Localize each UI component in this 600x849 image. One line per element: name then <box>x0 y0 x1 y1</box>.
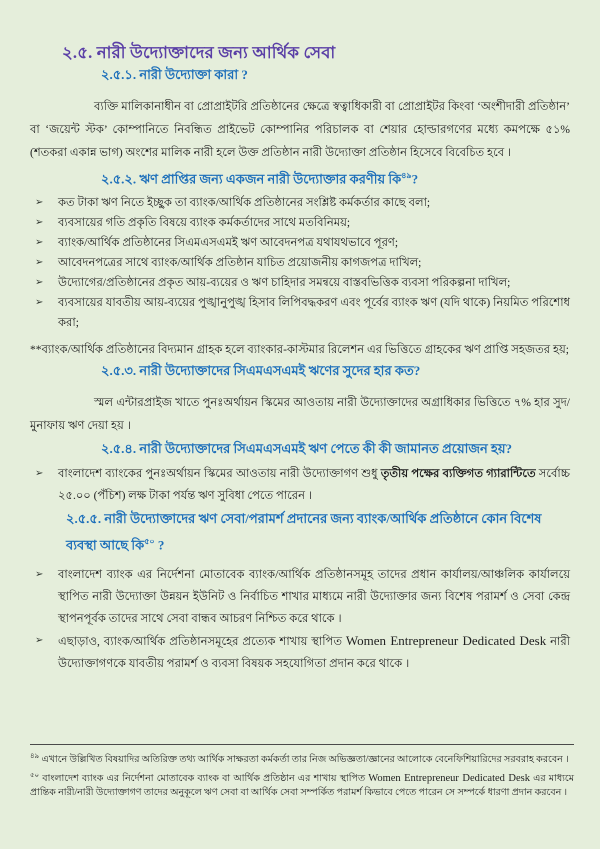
footnote-text: এখানে উল্লিখিত বিষয়াদির অতিরিক্ত তথ্য আর্থিক সাক্ষরতা কর্মকর্তা তার নিজ অভিজ্ঞতা/জ্ঞানের আলোকে বেনেফিশিয়ারিদের সরবরাহ করবেন । <box>39 755 569 766</box>
dedicated-desk-english-text: Women Entrepreneur Dedicated Desk <box>368 772 530 784</box>
bullet-text: বাংলাদেশ ব্যাংক এর নির্দেশনা মোতাবেক ব্যাংক/আর্থিক প্রতিষ্ঠানসমূহ তাদের প্রধান কার্যালয়/আঞ্চলিক কার্যালয়ে স্থাপিত নারী উদ্যোক্তা উন্নয়ন ইউনিট ও নির্বাচিত শাখার মাধ্যমে নারী উদ্যোক্তার জন্য বিশেষ পরামর্শ ও সেবা কেন্দ্র স্থাপনপূর্বক তাদের সাথে সেবা বান্ধব আচরণ নিশ্চিত করে থাকে । <box>58 568 570 625</box>
list-item <box>30 630 570 675</box>
bullet-list-2-5-5 <box>30 564 570 675</box>
bullet-text: ব্যাংক/আর্থিক প্রতিষ্ঠানের সিএমএসএমই ঋণ আবেদনপত্র যথাযথভাবে পূরণ; <box>58 237 399 250</box>
footnote-ref-49: ৪৯ <box>401 171 412 180</box>
list-item <box>30 463 570 507</box>
bullet-text-pre: এছাড়াও, ব্যাংক/আর্থিক প্রতিষ্ঠানসমূহের প্রত্যেক শাখায় স্থাপিত <box>58 635 346 648</box>
list-item <box>30 293 570 333</box>
list-item <box>30 273 570 293</box>
footnote-text-pre: বাংলাদেশ ব্যাংক এর নির্দেশনা মোতাবেক ব্যাংক বা আর্থিক প্রতিষ্ঠান এর শাখায় স্থাপিত <box>39 773 369 784</box>
existing-customer-note: **ব্যাংক/আর্থিক প্রতিষ্ঠানের বিদ্যমান গ্রাহক হলে ব্যাংকার-কাস্টমার রিলেশন এর ভিত্তিতে গ্রাহকের ঋণ প্রাপ্তি সহজতর হয়; <box>30 344 569 357</box>
bullet-text: ব্যবসায়ের যাবতীয় আয়-ব্যয়ের পুঙ্খানুপুঙ্খ হিসাব লিপিবদ্ধকরণ এবং পূর্বের ব্যাংক ঋণ (যদি থাকে) নিয়মিত পরিশোধ করা; <box>58 297 570 330</box>
list-item <box>30 253 570 273</box>
list-item <box>30 233 570 253</box>
section-heading-2-5-4: ২.৫.৪. নারী উদ্যোক্তাদের সিএমএসএমই ঋণ পেতে কী কী জামানত প্রয়োজন হয়? <box>101 441 513 457</box>
dedicated-desk-english-text: Women Entrepreneur Dedicated Desk <box>345 632 547 648</box>
bullet-text-post: সর্বোচ্চ ২৫.০০ (পঁচিশ) লক্ষ টাকা পর্যন্ত ঋণ সুবিধা পেতে পারেন । <box>58 468 570 503</box>
footnote-50 <box>30 768 574 801</box>
page-title: ২.৫. নারী উদ্যোক্তাদের জন্য আর্থিক সেবা <box>62 43 336 62</box>
heading-text: ২.৫.৫. নারী উদ্যোক্তাদের ঋণ সেবা/পরামর্শ প্রদানের জন্য ব্যাংক/আর্থিক প্রতিষ্ঠানে কোন বিশেষ ব্যবস্থা আছে কি <box>66 511 542 553</box>
footnote-area <box>30 744 574 801</box>
list-item <box>30 213 570 233</box>
footnote-marker: ৫০ <box>30 770 40 779</box>
heading-question-mark: ? <box>411 171 419 187</box>
bullet-list-2-5-4 <box>30 463 570 507</box>
bullet-text: উদ্যোগের/প্রতিষ্ঠানের প্রকৃত আয়-ব্যয়ের ও ঋণ চাহিদার সমন্বয়ে বাস্তবভিত্তিক ব্যবসা পরিকল্পনা দাখিল; <box>58 277 511 290</box>
footnote-49 <box>30 749 574 768</box>
bullet-arrow-icon: ➢ <box>35 257 44 269</box>
bullet-arrow-icon: ➢ <box>35 197 44 209</box>
bullet-arrow-icon: ➢ <box>35 468 44 480</box>
section-heading-2-5-5 <box>66 507 564 556</box>
section-heading-2-5-1: ২.৫.১. নারী উদ্যোক্তা কারা ? <box>101 67 248 82</box>
section-heading-2-5-3: ২.৫.৩. নারী উদ্যোক্তাদের সিএমএসএমই ঋণের সুদের হার কত? <box>101 363 421 379</box>
bullet-text: কত টাকা ঋণ নিতে ইচ্ছুক তা ব্যাংক/আর্থিক প্রতিষ্ঠানের সংশ্লিষ্ট কর্মকর্তার কাছে বলা; <box>58 197 431 210</box>
bullet-list-2-5-2 <box>30 193 570 333</box>
footnote-marker: ৪৯ <box>30 752 40 760</box>
bullet-arrow-icon: ➢ <box>35 297 44 309</box>
paragraph-2-5-3: স্মল এন্টারপ্রাইজ খাতে পুনঃঅর্থায়ন স্কিমের আওতায় নারী উদ্যোক্তাদের অগ্রাধিকার ভিত্তিতে ৭% হার সুদ/মুনাফায় ঋণ দেয়া হয় । <box>30 397 570 433</box>
bullet-text-post: নারী উদ্যোক্তাগণকে যাবতীয় পরামর্শ ও ব্যবসা বিষয়ক সহযোগিতা প্রদান করে থাকে । <box>58 635 570 670</box>
bullet-arrow-icon: ➢ <box>35 277 44 289</box>
heading-question-mark: ? <box>154 537 165 553</box>
footnote-text-post: এর মাধ্যমে প্রান্তিক নারী/নারী উদ্যোক্তাগণ তাদের অনুকূলে ঋণ সেবা বা আর্থিক সেবা সম্পর্কিত পরামর্শ কিভাবে পেতে পারেন সে সম্পর্কে ধারণা প্রদান করবেন । <box>30 773 574 799</box>
bullet-arrow-icon: ➢ <box>35 634 44 646</box>
footnote-ref-50: ৫০ <box>144 537 155 547</box>
bullet-text: ব্যবসায়ের গতি প্রকৃতি বিষয়ে ব্যাংক কর্মকর্তাদের সাথে মতবিনিময়; <box>58 217 351 230</box>
bullet-arrow-icon: ➢ <box>35 217 44 229</box>
guarantee-bold-phrase: তৃতীয় পক্ষের ব্যক্তিগত গ্যারান্টিতে <box>380 468 536 481</box>
list-item <box>30 193 570 213</box>
bullet-text: আবেদনপত্রের সাথে ব্যাংক/আর্থিক প্রতিষ্ঠান যাচিত প্রয়োজনীয় কাগজপত্র দাখিল; <box>58 257 422 270</box>
list-item <box>30 564 570 630</box>
paragraph-2-5-1: ব্যক্তি মালিকানাধীন বা প্রোপ্রাইটরি প্রতিষ্ঠানের ক্ষেত্রে স্বত্বাধিকারী বা প্রোপ্রাইটর কিংবা ‘অংশীদারী প্রতিষ্ঠান’ বা ‘জয়েন্ট স্টক’ কোম্পানিতে নিবন্ধিত প্রাইভেট কোম্পানির পরিচালক বা শেয়ার হোল্ডারগণের মধ্যে কমপক্ষে ৫১% (শতকরা একান্ন ভাগ) অংশের মালিক নারী হলে উক্ত প্রতিষ্ঠান নারী উদ্যোক্তা প্রতিষ্ঠান হিসেবে বিবেচিত হবে । <box>30 101 570 159</box>
bullet-arrow-icon: ➢ <box>35 568 44 580</box>
section-heading-2-5-2 <box>101 165 564 189</box>
bullet-arrow-icon: ➢ <box>35 237 44 249</box>
heading-text: ২.৫.২. ঋণ প্রাপ্তির জন্য একজন নারী উদ্যোক্তার করণীয় কি <box>101 171 402 187</box>
bullet-text-pre: বাংলাদেশ ব্যাংকের পুনঃঅর্থায়ন স্কিমের আওতায় নারী উদ্যোক্তাগণ শুধু <box>58 468 381 481</box>
